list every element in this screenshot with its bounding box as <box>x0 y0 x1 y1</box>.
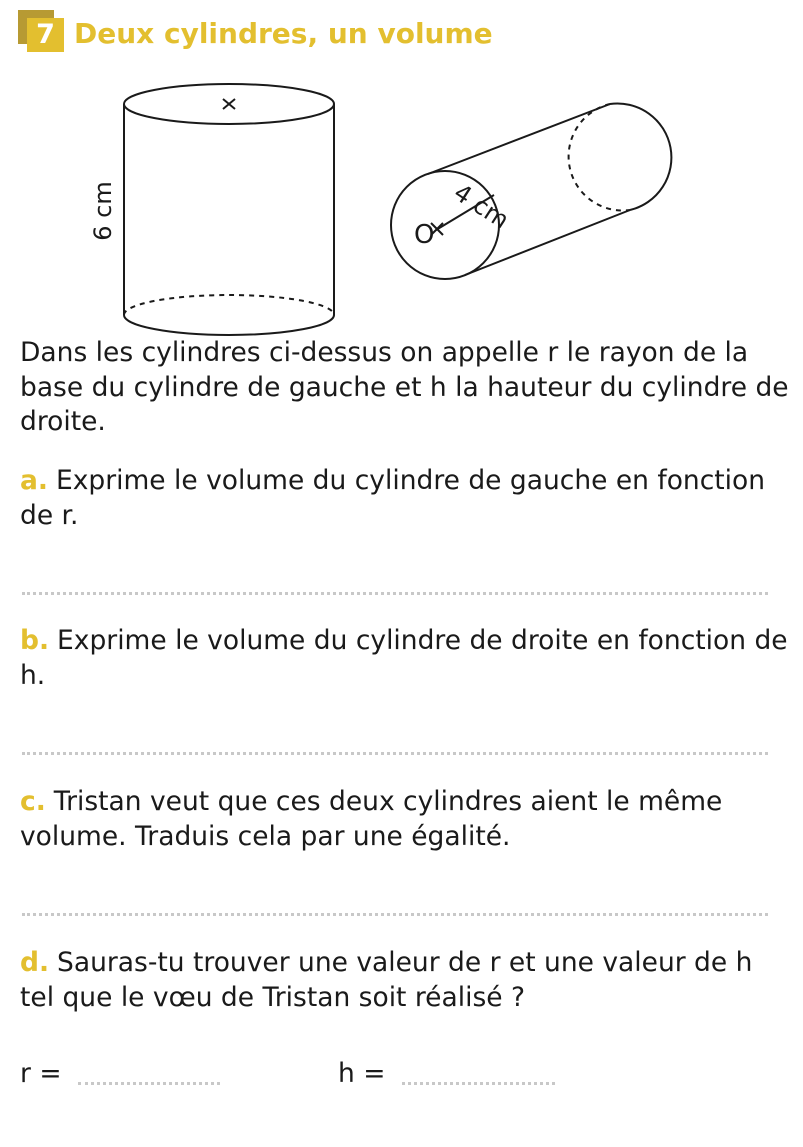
intro-text: Dans les cylindres ci-dessus on appelle r le rayon de la base du cylindre de gauche et h la hauteur du cylindre de droite. <box>20 337 789 437</box>
radius-label: 4 cm <box>448 178 514 235</box>
question-letter: b. <box>20 625 50 656</box>
exercise-number-badge <box>18 10 64 52</box>
question-letter: d. <box>20 947 50 978</box>
center-label: O <box>414 220 435 250</box>
height-label: 6 cm <box>89 181 117 241</box>
cylinders-figure <box>0 70 803 340</box>
question-a <box>20 464 790 533</box>
question-text: Exprime le volume du cylindre de droite en fonction de h. <box>20 625 788 691</box>
r-answer-line[interactable] <box>78 1082 220 1085</box>
question-letter: a. <box>20 465 48 496</box>
question-d <box>20 946 790 1015</box>
h-label: h = <box>338 1058 386 1089</box>
right-cylinder <box>391 103 671 279</box>
top-center-cross-icon <box>223 99 235 109</box>
exercise-number: 7 <box>27 18 64 52</box>
exercise-title: Deux cylindres, un volume <box>74 17 493 50</box>
question-letter: c. <box>20 786 46 817</box>
left-cylinder <box>124 84 334 335</box>
answer-line-b[interactable] <box>22 752 768 755</box>
question-c <box>20 785 790 854</box>
h-answer-line[interactable] <box>402 1082 555 1085</box>
answer-line-c[interactable] <box>22 913 768 916</box>
question-text: Sauras-tu trouver une valeur de r et une valeur de h tel que le vœu de Tristan soit réalisé ? <box>20 947 753 1013</box>
r-label: r = <box>20 1058 62 1089</box>
question-b <box>20 624 790 693</box>
question-text: Tristan veut que ces deux cylindres aient le même volume. Traduis cela par une égalité. <box>20 786 723 852</box>
question-text: Exprime le volume du cylindre de gauche en fonction de r. <box>20 465 766 531</box>
answer-line-a[interactable] <box>22 592 768 595</box>
